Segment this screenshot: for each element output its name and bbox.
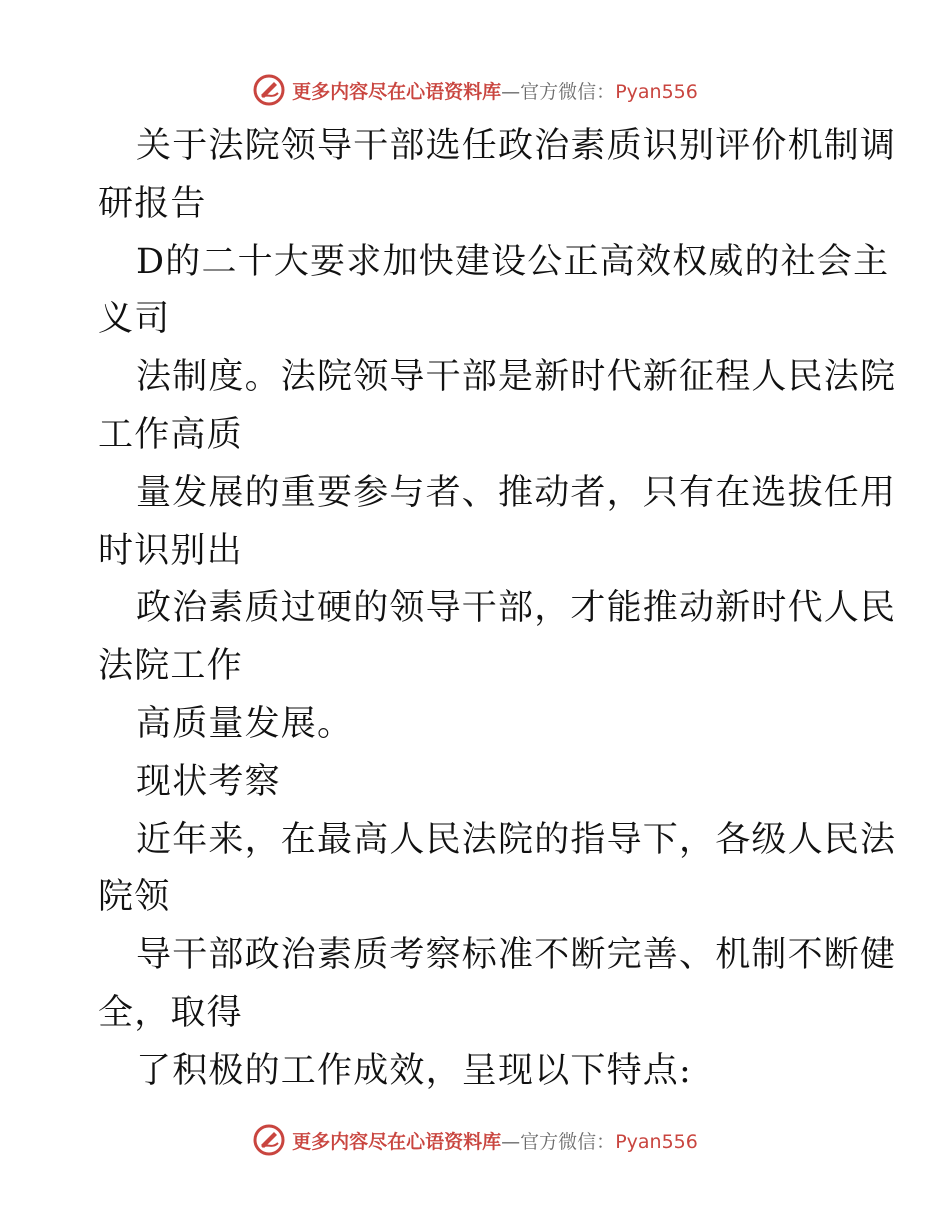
document-line: 时识别出 bbox=[98, 530, 243, 571]
document-line: 量发展的重要参与者、推动者，只有在选拔任用 bbox=[136, 472, 897, 513]
document-line: 政治素质过硬的领导干部，才能推动新时代人民 bbox=[136, 588, 897, 629]
watermark-official-label: 官方微信： bbox=[520, 1130, 616, 1153]
document-line: 全，取得 bbox=[98, 992, 243, 1033]
document-line: 现状考察 bbox=[136, 761, 281, 802]
document-line: 院领 bbox=[98, 877, 171, 918]
watermark-main: 更多内容尽在心语资料库 bbox=[292, 80, 502, 103]
watermark-wechat-id: Pyan556 bbox=[615, 80, 698, 103]
watermark-group bbox=[252, 1123, 698, 1157]
watermark-main: 更多内容尽在心语资料库 bbox=[292, 1130, 502, 1153]
watermark-dash: — bbox=[501, 80, 521, 103]
document-line: 高质量发展。 bbox=[136, 703, 354, 744]
document-line: 导干部政治素质考察标准不断完善、机制不断健 bbox=[136, 935, 897, 976]
document-line: 工作高质 bbox=[98, 414, 243, 455]
seal-logo-icon bbox=[252, 1123, 286, 1157]
document-line: 研报告 bbox=[98, 183, 207, 224]
document-line: 法制度。法院领导干部是新时代新征程人民法院 bbox=[136, 357, 897, 398]
watermark-text bbox=[292, 77, 698, 104]
watermark-official-label: 官方微信： bbox=[520, 80, 616, 103]
watermark-wechat-id: Pyan556 bbox=[615, 1130, 698, 1153]
watermark-group bbox=[252, 73, 698, 107]
watermark-text bbox=[292, 1127, 698, 1154]
document-body bbox=[98, 118, 897, 1101]
seal-logo-icon bbox=[252, 73, 286, 107]
document-line: 法院工作 bbox=[98, 646, 243, 687]
document-line: 义司 bbox=[98, 299, 171, 340]
document-line: D的二十大要求加快建设公正高效权威的社会主 bbox=[136, 241, 890, 282]
document-line: 了积极的工作成效，呈现以下特点: bbox=[136, 1050, 692, 1091]
footer-watermark bbox=[0, 1118, 950, 1162]
document-line: 关于法院领导干部选任政治素质识别评价机制调 bbox=[136, 126, 897, 166]
watermark-dash: — bbox=[501, 1130, 521, 1153]
header-watermark bbox=[0, 68, 950, 112]
document-line: 近年来，在最高人民法院的指导下，各级人民法 bbox=[136, 819, 897, 860]
